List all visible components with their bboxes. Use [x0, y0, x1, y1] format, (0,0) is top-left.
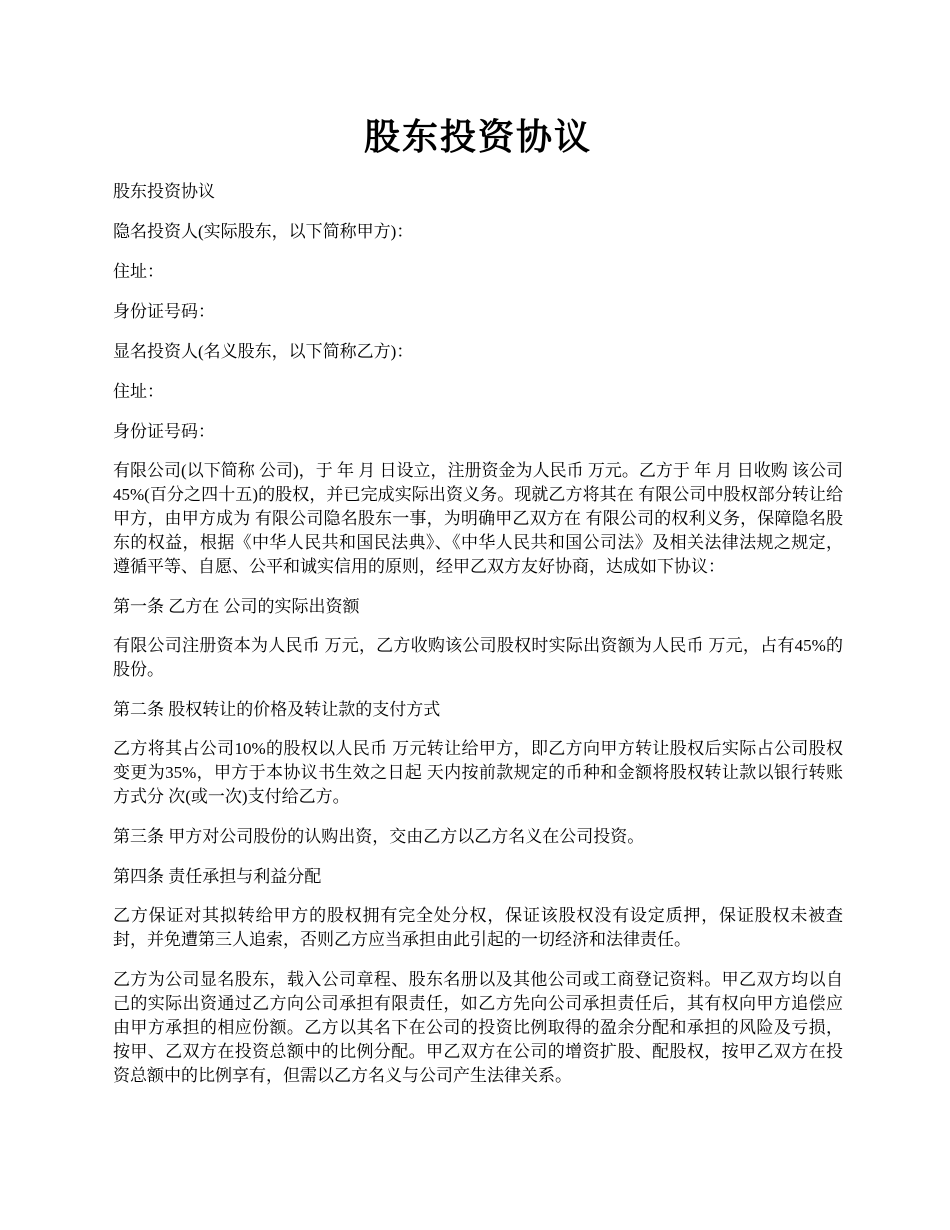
- party-a-address: 住址：: [113, 262, 164, 281]
- document-page: [113, 0, 843, 1088]
- party-b-address: 住址：: [113, 382, 164, 401]
- article-4-paragraph-2: 乙方为公司显名股东，载入公司章程、股东名册以及其他公司或工商登记资料。甲乙双方均以自己的实际出资通过乙方向公司承担有限责任，如乙方先向公司承担责任后，其有权向甲方追偿应由甲方承担的相应份额。乙方以其名下在公司的投资比例取得的盈余分配和承担的风险及亏损，按甲、乙双方在投资总额中的比例分配。甲乙双方在公司的增资扩股、配股权，按甲乙双方在投资总额中的比例享有，但需以乙方名义与公司产生法律关系。: [113, 970, 843, 1085]
- document-subtitle: 股东投资协议: [113, 182, 215, 201]
- article-1-body: 有限公司注册资本为人民币 万元，乙方收购该公司股权时实际出资额为人民币 万元，占有45%的股份。: [113, 636, 843, 679]
- party-b-heading: 显名投资人(名义股东，以下简称乙方)：: [113, 342, 414, 361]
- party-a-heading: 隐名投资人(实际股东，以下简称甲方)：: [113, 222, 414, 241]
- party-a-id: 身份证号码：: [113, 302, 215, 321]
- document-title: 股东投资协议: [363, 117, 592, 157]
- article-1-title: 第一条 乙方在 公司的实际出资额: [113, 597, 360, 616]
- article-4-title: 第四条 责任承担与利益分配: [113, 867, 322, 886]
- preamble-paragraph: 有限公司(以下简称 公司)，于 年 月 日设立，注册资金为人民币 万元。乙方于 年 月 日收购 该公司45%(百分之四十五)的股权，并已完成实际出资义务。现就乙方将其在 有限公司中股权部分转让给甲方，由甲方成为 有限公司隐名股东一事，为明确甲乙双方在 有限公司的权利义务，保障隐名股东的权益，根据《中华人民共和国民法典》、《中华人民共和国公司法》及相关法律法规之规定，遵循平等、自愿、公平和诚实信用的原则，经甲乙双方友好协商，达成如下协议：: [113, 461, 843, 576]
- article-4-paragraph-1: 乙方保证对其拟转给甲方的股权拥有完全处分权，保证该股权没有设定质押，保证股权未被查封，并免遭第三人追索，否则乙方应当承担由此引起的一切经济和法律责任。: [113, 906, 843, 949]
- article-3: 第三条 甲方对公司股份的认购出资，交由乙方以乙方名义在公司投资。: [113, 827, 645, 846]
- article-2-title: 第二条 股权转让的价格及转让款的支付方式: [113, 700, 441, 719]
- article-2-body: 乙方将其占公司10%的股权以人民币 万元转让给甲方，即乙方向甲方转让股权后实际占公司股权变更为35%，甲方于本协议书生效之日起 天内按前款规定的币种和金额将股权转让款以银行转账方式分 次(或一次)支付给乙方。: [113, 739, 843, 806]
- party-b-id: 身份证号码：: [113, 422, 215, 441]
